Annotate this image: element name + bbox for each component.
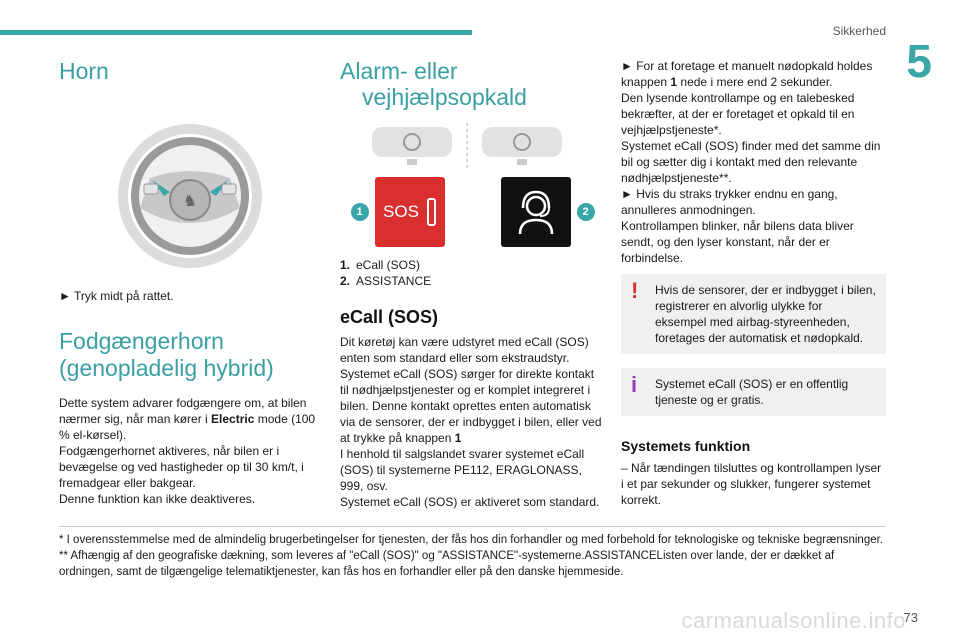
pedestrian-horn-paragraph-2: Fodgængerhornet aktiveres, når bilen er i bevægelse og ved hastigheder op til 30 km/t, i fremadgear eller bakgear. [59, 444, 304, 491]
info-box [621, 368, 886, 416]
column-manual-call [621, 58, 886, 508]
column-horn [59, 54, 321, 507]
sos-assistance-buttons [340, 177, 605, 247]
list-item [340, 257, 605, 273]
page-number: 73 [903, 610, 918, 625]
footnote-1: * I overensstemmelse med de almindelig brugerbetingelser for tjenesten, der fås hos din forhandler og med forbehold for teknologiske og tekniske begrænsninger. [59, 534, 884, 546]
list-item [340, 273, 605, 289]
pedestrian-horn-heading [59, 328, 321, 381]
info-icon: i [631, 372, 638, 397]
footnotes [59, 532, 889, 580]
horn-heading: Horn [59, 58, 109, 84]
header-section-title: Sikkerhed [832, 24, 886, 38]
info-text: Systemet eCall (SOS) er en offentlig tjeneste og er gratis. [655, 377, 849, 407]
horn-instruction: ► Tryk midt på rattet. [59, 289, 174, 304]
badge-1: 1 [351, 203, 369, 221]
sos-indicator-icon [427, 198, 436, 226]
list-text: eCall (SOS) [356, 257, 421, 272]
system-function-heading: Systemets funktion [621, 438, 751, 454]
pedestrian-horn-paragraph-1 [59, 395, 321, 443]
list-number: 1. [340, 257, 351, 272]
manual-call-button-ref: 1 [670, 75, 678, 89]
column-emergency-call [340, 54, 605, 510]
emergency-heading-line2: vejhjælpsopkald [362, 84, 527, 111]
pedestrian-horn-text-end: mode (100 % el-kørsel). [59, 412, 316, 443]
pedestrian-horn-text: Dette system advarer fodgængere om, at bilen nærmer sig, når man kører i [59, 396, 307, 427]
assistance-headset-icon [514, 188, 558, 236]
pedestrian-horn-heading-line2: (genopladelig hybrid) [59, 354, 274, 381]
svg-text:♞: ♞ [182, 191, 198, 211]
manual-call-paragraph-4: ► Hvis du straks trykker endnu en gang, annulleres anmodningen. [621, 187, 838, 217]
ecall-paragraph-2: I henhold til salgslandet svarer systemet eCall (SOS) til systemerne PE112, ERAGLONASS, 999, osv. [340, 446, 585, 493]
watermark: carmanualsonline.info [681, 608, 906, 633]
manual-call-text: ► For at foretage et manuelt nødopkald holdes knappen [621, 59, 873, 89]
emergency-heading-line1: Alarm- eller [340, 58, 458, 84]
ecall-paragraph-1 [340, 334, 605, 446]
system-function-paragraph: – Når tændingen tilsluttes og kontrollampen lyser i et par sekunder og slukker, fungerer systemet korrekt. [621, 461, 882, 507]
steering-wheel-image [100, 118, 280, 268]
ecall-paragraph-3: Systemet eCall (SOS) er aktiveret som standard. [340, 494, 600, 509]
warning-icon: ! [631, 278, 639, 303]
warning-box [621, 274, 886, 354]
sos-button-tile [375, 177, 445, 247]
button-legend-list [340, 257, 605, 289]
manual-call-text-end: nede i mere end 2 sekunder. [677, 75, 833, 89]
header-accent-bar [0, 30, 472, 35]
emergency-call-heading [340, 58, 605, 111]
manual-call-paragraph-2: Den lysende kontrollampe og en talebesked bekræfter, at der er foretaget et opkald til en vejhjælpstjeneste*. [621, 91, 855, 137]
badge-2: 2 [577, 203, 595, 221]
pedestrian-horn-heading-line1: Fodgængerhorn [59, 328, 224, 355]
list-text: ASSISTANCE [356, 273, 432, 288]
chapter-number: 5 [906, 35, 932, 87]
pedestrian-horn-paragraph-3: Denne funktion kan ikke deaktiveres. [59, 492, 256, 507]
sos-label: SOS [383, 201, 419, 221]
manual-call-paragraph-1 [621, 58, 886, 90]
ecall-text: Dit køretøj kan være udstyret med eCall (SOS) enten som standard eller som ekstraudstyr. Systemet eCall (SOS) sørger for direkte kontakt til nødhjælpstjenester og er komplet integreret i bilen. Denne kontakt oprettes enten automatisk via de sensorer, der er indbygget i bilen, eller ved at trykke på knappen [340, 334, 602, 445]
list-number: 2. [340, 273, 351, 288]
ceiling-console-image [362, 121, 582, 171]
assistance-button-tile [501, 177, 571, 247]
electric-mode-label: Electric [211, 412, 255, 427]
manual-call-paragraph-3: Systemet eCall (SOS) finder med det samme din bil og sætter dig i kontakt med den relevante nødhjælpstjeneste**. [621, 139, 881, 185]
footnote-divider [59, 526, 886, 527]
warning-text: Hvis de sensorer, der er indbygget i bilen, registrerer en alvorlig ulykke for eksempel med airbag-styreenheden, foretages der automatisk et nødopkald. [655, 283, 876, 345]
footnote-2: ** Afhængig af den geografiske dækning, som leveres af "eCall (SOS)" og "ASSISTANCE"-systemerne.ASSISTANCEListen over lande, der er dækket af ordningen, samt de tilgængelige telematiktjenester, kan fås hos en forhandler eller på den danske hjemmeside. [59, 550, 835, 578]
manual-call-paragraph-5: Kontrollampen blinker, når bilens data bliver sendt, og den lyser konstant, når der er forbindelse. [621, 219, 854, 265]
ecall-heading: eCall (SOS) [340, 306, 439, 327]
ecall-button-ref: 1 [454, 430, 462, 445]
